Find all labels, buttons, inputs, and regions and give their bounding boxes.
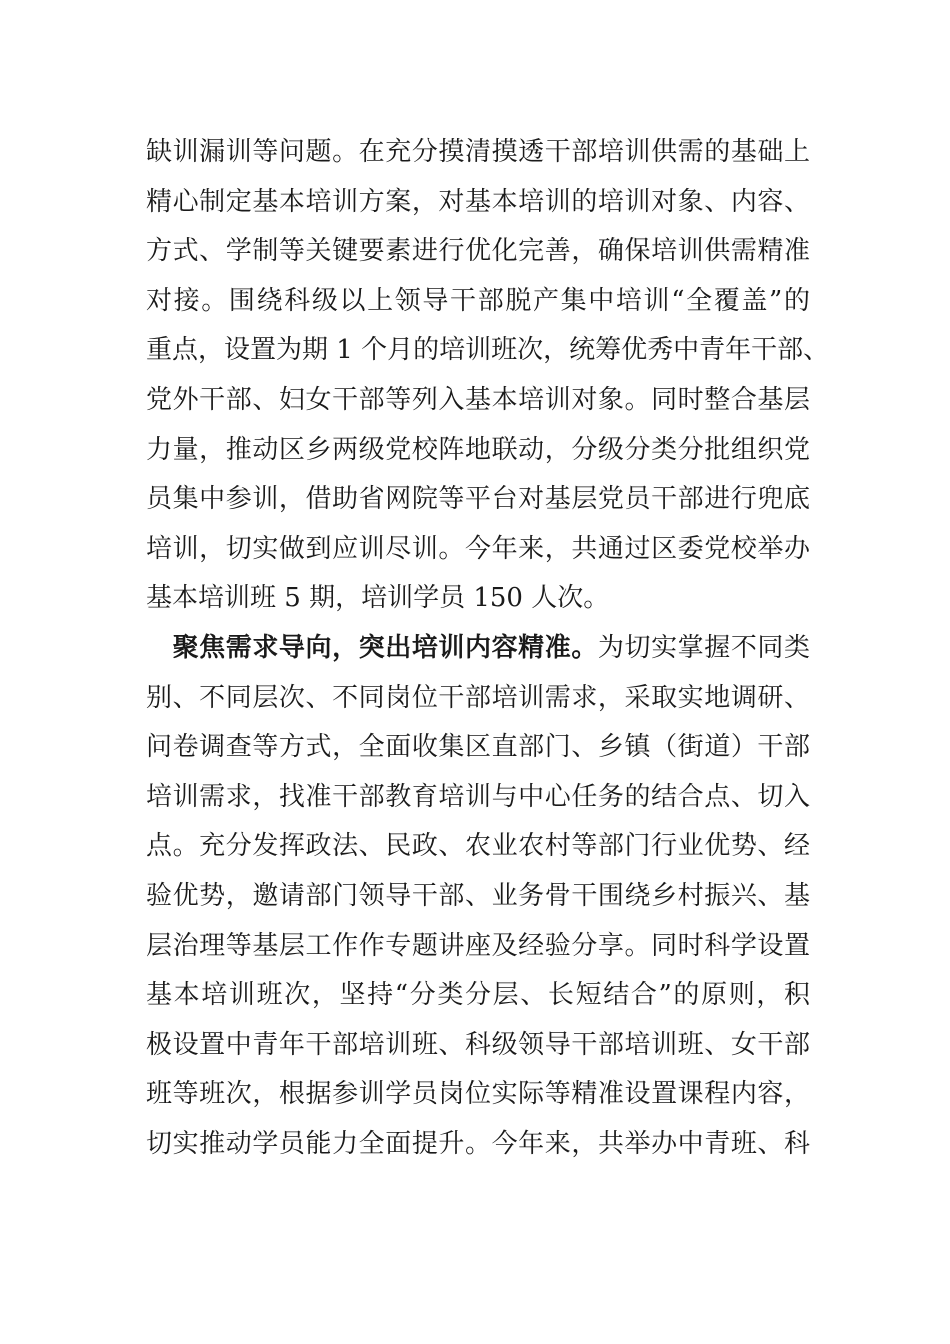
paragraph-2 xyxy=(146,624,810,1170)
paragraph-line: 基本培训班 5 期，培训学员 150 人次。 xyxy=(146,583,610,614)
paragraph-line: 层治理等基层工作作专题讲座及经验分享。同时科学设置 xyxy=(146,930,810,961)
paragraph-first-line-rest: 为切实掌握不同类 xyxy=(597,633,810,663)
paragraph-line: 极设置中青年干部培训班、科级领导干部培训班、女干部 xyxy=(146,1029,810,1060)
paragraph-line: 别、不同层次、不同岗位干部培训需求，采取实地调研、 xyxy=(146,682,810,713)
paragraph-line: 重点，设置为期 1 个月的培训班次，统筹优秀中青年干部、 xyxy=(146,335,830,366)
paragraph-line: 切实推动学员能力全面提升。今年来，共举办中青班、科 xyxy=(146,1128,810,1159)
paragraph-line: 班等班次，根据参训学员岗位实际等精准设置课程内容， xyxy=(146,1079,810,1110)
paragraph-line: 员集中参训，借助省网院等平台对基层党员干部进行兜底 xyxy=(146,484,810,515)
paragraph-line: 培训，切实做到应训尽训。今年来，共通过区委党校举办 xyxy=(146,533,810,564)
paragraph-1 xyxy=(146,128,830,624)
paragraph-line: 培训需求，找准干部教育培训与中心任务的结合点、切入 xyxy=(146,781,810,812)
section-lead-heading: 聚焦需求导向，突出培训内容精准。 xyxy=(172,633,598,663)
paragraph-line: 缺训漏训等问题。在充分摸清摸透干部培训供需的基础上 xyxy=(146,137,810,167)
paragraph-line: 基本培训班次，坚持“分类分层、长短结合”的原则，积 xyxy=(146,980,810,1011)
paragraph-first-line xyxy=(146,624,810,674)
paragraph-line: 力量，推动区乡两级党校阵地联动，分级分类分批组织党 xyxy=(146,434,810,465)
paragraph-line: 党外干部、妇女干部等列入基本培训对象。同时整合基层 xyxy=(146,384,810,415)
paragraph-line: 精心制定基本培训方案，对基本培训的培训对象、内容、 xyxy=(146,186,810,217)
paragraph-line: 问卷调查等方式，全面收集区直部门、乡镇（街道）干部 xyxy=(146,732,810,763)
paragraph-line: 方式、学制等关键要素进行优化完善，确保培训供需精准 xyxy=(146,236,810,267)
paragraph-line: 验优势，邀请部门领导干部、业务骨干围绕乡村振兴、基 xyxy=(146,880,810,911)
paragraph-line: 点。充分发挥政法、民政、农业农村等部门行业优势、经 xyxy=(146,831,810,862)
paragraph-line: 对接。围绕科级以上领导干部脱产集中培训“全覆盖”的 xyxy=(146,285,810,316)
